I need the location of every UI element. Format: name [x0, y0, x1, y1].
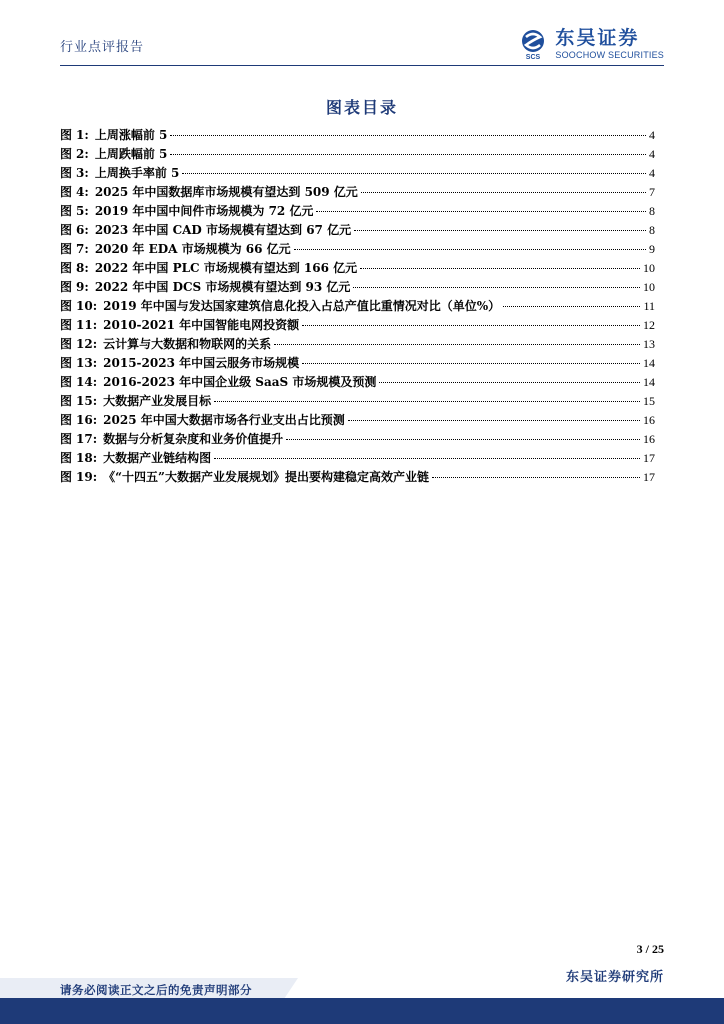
toc-entry-leader	[286, 439, 640, 440]
toc-entry-page: 17	[643, 451, 655, 465]
toc-entry-number: 15	[76, 394, 93, 408]
toc-entry-label: 图	[60, 394, 73, 408]
toc-entry-separator: :	[84, 204, 89, 218]
toc-entry-page: 9	[649, 242, 655, 256]
toc-entry-leader	[182, 173, 646, 174]
toc-entry[interactable]	[60, 449, 655, 468]
toc-entry-page: 7	[649, 185, 655, 199]
toc-entry-leader	[170, 154, 646, 155]
toc-entry-number: 11	[76, 318, 93, 332]
toc-entry-page: 11	[643, 299, 655, 313]
toc-entry[interactable]	[60, 316, 655, 335]
toc-entry-separator: :	[84, 166, 89, 180]
toc-entry-page: 14	[643, 375, 655, 389]
toc-entry-page: 16	[643, 432, 655, 446]
toc-entry-page: 8	[649, 223, 655, 237]
toc-entry-number: 8	[76, 261, 85, 275]
toc-entry[interactable]	[60, 145, 655, 164]
page-header	[0, 0, 724, 70]
toc-entry-number: 2	[76, 147, 85, 161]
toc-entry-title: 2022 年中国 DCS 市场规模有望达到 93 亿元	[94, 280, 351, 294]
toc-entry-label: 图	[60, 413, 73, 427]
toc-title: 图表目录	[325, 98, 398, 117]
logo-badge-text: SCS	[526, 54, 541, 60]
toc-entry-title: 2019 年中国中间件市场规模为 72 亿元	[94, 204, 314, 218]
toc-entry-label: 图	[60, 299, 73, 313]
toc-entry-title: 2023 年中国 CAD 市场规模有望达到 67 亿元	[94, 223, 352, 237]
toc-entry-title: 2020 年 EDA 市场规模为 66 亿元	[94, 242, 291, 256]
toc-entry-number: 16	[76, 413, 93, 427]
toc-entry-page: 12	[643, 318, 655, 332]
page-number: 3 / 25	[636, 942, 664, 956]
toc-entry[interactable]	[60, 259, 655, 278]
toc-entry-separator: :	[84, 147, 89, 161]
toc-entry-page: 15	[643, 394, 655, 408]
toc-entry-leader	[360, 268, 640, 269]
toc-entry[interactable]	[60, 164, 655, 183]
toc-entry-page: 16	[643, 413, 655, 427]
logo-chinese-name: 东吴证券	[555, 26, 640, 49]
toc-entry-title: 《“十四五”大数据产业发展规划》提出要构建稳定高效产业链	[103, 470, 429, 484]
toc-entry-leader	[503, 306, 640, 307]
toc-entry-title: 2019 年中国与发达国家建筑信息化投入占总产值比重情况对比（单位%）	[103, 299, 501, 313]
toc-entry-leader	[361, 192, 646, 193]
toc-entry-leader	[379, 382, 640, 383]
toc-entry-separator: :	[92, 356, 98, 370]
toc-entry-label: 图	[60, 261, 73, 275]
toc-entry[interactable]	[60, 297, 655, 316]
toc-entry-separator: :	[92, 394, 98, 408]
toc-entry[interactable]	[60, 335, 655, 354]
toc-entry-page: 4	[649, 147, 655, 161]
toc-entry-leader	[348, 420, 640, 421]
toc-entry-number: 4	[76, 185, 85, 199]
toc-entry[interactable]	[60, 430, 655, 449]
toc-entry-label: 图	[60, 185, 73, 199]
toc-entry-label: 图	[60, 337, 73, 351]
footer-band	[0, 998, 724, 1024]
toc-entry[interactable]	[60, 278, 655, 297]
disclaimer-text: 请务必阅读正文之后的免责声明部分	[60, 983, 252, 997]
toc-entry[interactable]	[60, 183, 655, 202]
toc-entry-separator: :	[84, 280, 89, 294]
toc-entry-number: 1	[76, 128, 85, 142]
toc-entry-leader	[354, 230, 646, 231]
toc-entry-title: 2010-2021 年中国智能电网投资额	[103, 318, 300, 332]
toc-entry-label: 图	[60, 204, 73, 218]
toc-entry-label: 图	[60, 242, 73, 256]
toc-entry[interactable]	[60, 221, 655, 240]
toc-entry-number: 7	[76, 242, 85, 256]
toc-entry-title: 2025 年中国大数据市场各行业支出占比预测	[103, 413, 345, 427]
toc-entry-title: 2015-2023 年中国云服务市场规模	[103, 356, 300, 370]
toc-entry-title: 数据与分析复杂度和业务价值提升	[103, 432, 284, 446]
toc-entry-page: 10	[643, 280, 655, 294]
toc-entry-label: 图	[60, 280, 73, 294]
toc-entry-leader	[432, 477, 640, 478]
toc-entry-label: 图	[60, 166, 73, 180]
toc-entry-title: 上周涨幅前 5	[94, 128, 168, 142]
toc-entry-number: 12	[76, 337, 93, 351]
toc-entry-leader	[302, 363, 640, 364]
toc-entry-separator: :	[84, 223, 89, 237]
logo-english-name: SOOCHOW SECURITIES	[555, 49, 664, 60]
toc-entry-page: 13	[643, 337, 655, 351]
toc-entry-separator: :	[92, 299, 98, 313]
toc-entry-number: 18	[76, 451, 93, 465]
toc-entry-separator: :	[84, 128, 89, 142]
toc-entry-label: 图	[60, 432, 73, 446]
toc-entry-leader	[274, 344, 640, 345]
toc-entry-title: 大数据产业发展目标	[103, 394, 212, 408]
toc-entry-page: 17	[643, 470, 655, 484]
toc-entry-page: 8	[649, 204, 655, 218]
header-divider	[60, 65, 664, 66]
toc-entry-number: 5	[76, 204, 85, 218]
toc-entry-number: 14	[76, 375, 93, 389]
toc-entry-leader	[294, 249, 646, 250]
toc-entry-separator: :	[92, 451, 98, 465]
toc-entry[interactable]	[60, 411, 655, 430]
toc-entry-number: 9	[76, 280, 85, 294]
toc-entry-page: 10	[643, 261, 655, 275]
toc-entry-page: 14	[643, 356, 655, 370]
toc-entry-label: 图	[60, 147, 73, 161]
toc-entry-label: 图	[60, 128, 73, 142]
toc-entry-title: 2025 年中国数据库市场规模有望达到 509 亿元	[94, 185, 358, 199]
report-type-label: 行业点评报告	[60, 40, 145, 55]
toc-entry-title: 上周换手率前 5	[94, 166, 180, 180]
toc-entry-leader	[353, 287, 640, 288]
toc-entry[interactable]	[60, 468, 655, 487]
toc-entry-separator: :	[92, 470, 98, 484]
toc-entry-page: 4	[649, 128, 655, 142]
toc-entry-leader	[214, 401, 640, 402]
toc-entry-leader	[214, 458, 640, 459]
toc-entry[interactable]	[60, 373, 655, 392]
company-logo	[517, 28, 664, 60]
toc-entry[interactable]	[60, 392, 655, 411]
toc-entry-label: 图	[60, 451, 73, 465]
toc-entry-title: 云计算与大数据和物联网的关系	[103, 337, 272, 351]
toc-entry-separator: :	[92, 375, 98, 389]
toc-entry[interactable]	[60, 240, 655, 259]
toc-entry-title: 上周跌幅前 5	[94, 147, 168, 161]
toc-entry-separator: :	[84, 261, 89, 275]
toc-entry-label: 图	[60, 318, 73, 332]
toc-entry[interactable]	[60, 202, 655, 221]
institute-name: 东吴证券研究所	[565, 970, 664, 985]
toc-entry-number: 3	[76, 166, 85, 180]
figure-index-list	[60, 126, 655, 487]
toc-entry-title: 大数据产业链结构图	[103, 451, 212, 465]
toc-entry-number: 6	[76, 223, 85, 237]
toc-entry-separator: :	[84, 185, 89, 199]
toc-entry-separator: :	[92, 413, 98, 427]
toc-entry[interactable]	[60, 354, 655, 373]
toc-entry-number: 17	[76, 432, 93, 446]
toc-entry-page: 4	[649, 166, 655, 180]
toc-entry-number: 10	[76, 299, 93, 313]
soochow-logo-icon	[517, 28, 549, 60]
toc-entry-leader	[302, 325, 640, 326]
toc-entry-leader	[170, 135, 646, 136]
toc-entry-label: 图	[60, 356, 73, 370]
toc-entry-separator: :	[92, 337, 98, 351]
toc-entry-label: 图	[60, 223, 73, 237]
toc-entry-label: 图	[60, 375, 73, 389]
toc-entry[interactable]	[60, 126, 655, 145]
toc-entry-title: 2016-2023 年中国企业级 SaaS 市场规模及预测	[103, 375, 377, 389]
toc-entry-separator: :	[84, 242, 89, 256]
toc-entry-title: 2022 年中国 PLC 市场规模有望达到 166 亿元	[94, 261, 358, 275]
toc-entry-separator: :	[92, 318, 98, 332]
toc-entry-leader	[316, 211, 646, 212]
toc-entry-number: 19	[76, 470, 93, 484]
toc-entry-number: 13	[76, 356, 93, 370]
toc-entry-label: 图	[60, 470, 73, 484]
toc-entry-separator: :	[92, 432, 98, 446]
